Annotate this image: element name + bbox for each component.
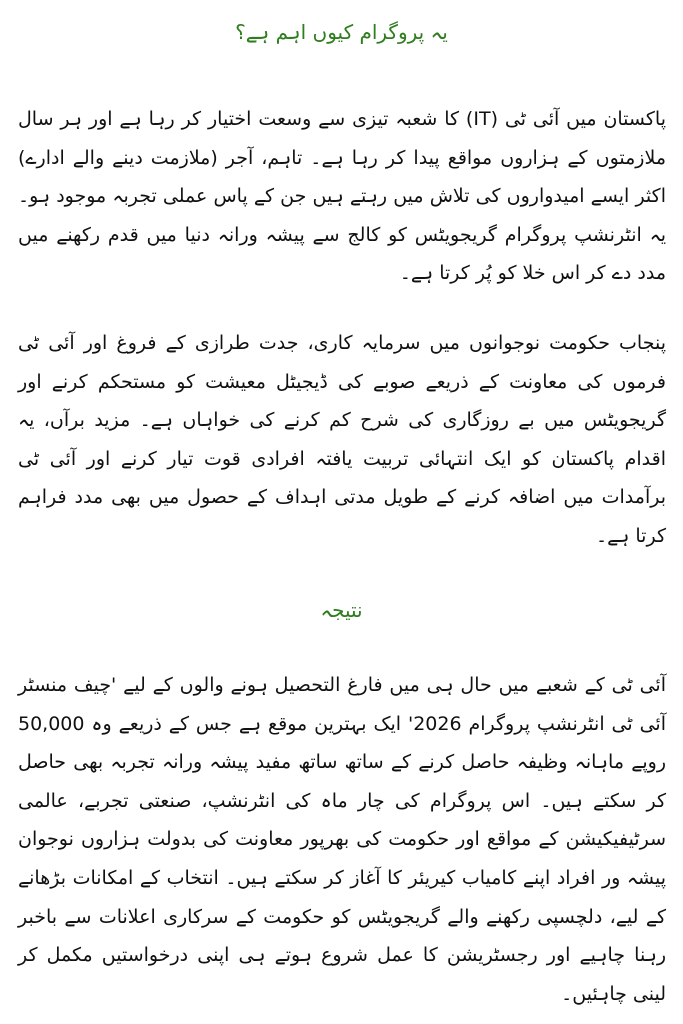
paragraph-conclusion: آئی ٹی کے شعبے میں حال ہی میں فارغ التحصیل ہونے والوں کے لیے 'چیف منسٹر آئی ٹی انٹرنشپ پروگرام 2026' ایک بہترین موقع ہے جس کے ذریعے وہ 50,000 روپے ماہانہ وظیفہ حاصل کرنے کے ساتھ ساتھ مفید پیشہ ورانہ تجربہ بھی حاصل کر سکتے ہیں۔ اس پروگرام کی چار ماہ کی انٹرنشپ، صنعتی تجربے، عالمی سرٹیفیکیشن کے مواقع اور حکومت کی بھرپور معاونت کی بدولت ہزاروں نوجوان پیشہ ور افراد اپنے کامیاب کیریئر کا آغاز کر سکتے ہیں۔ انتخاب کے امکانات بڑھانے کے لیے، دلچسپی رکھنے والے گریجویٹس کو حکومت کے سرکاری اعلانات سے باخبر رہنا چاہیے اور رجسٹریشن کا عمل شروع ہوتے ہی اپنی درخواستیں مکمل کر لینی چاہئیں۔ xyxy=(18,674,666,1005)
paragraph-punjab-government: پنجاب حکومت نوجوانوں میں سرمایہ کاری، جدت طرازی کے فروغ اور آئی ٹی فرموں کی معاونت کے ذریعے صوبے کی ڈیجیٹل معیشت کو مستحکم کرنے اور گریجویٹس میں بے روزگاری کی شرح کم کرنے کی خواہاں ہے۔ مزید برآں، یہ اقدام پاکستان کو ایک انتہائی تربیت یافتہ افرادی قوت تیار کرنے اور آئی ٹی برآمدات میں اضافہ کرنے کے طویل مدتی اہداف کے حصول میں بھی مدد فراہم کرتا ہے۔ xyxy=(18,332,666,547)
paragraph-it-sector: پاکستان میں آئی ٹی (IT) کا شعبہ تیزی سے وسعت اختیار کر رہا ہے اور ہر سال ملازمتوں کے ہزاروں مواقع پیدا کر رہا ہے۔ تاہم، آجر (ملازمت دینے والے ادارے) اکثر ایسے امیدواروں کی تلاش میں رہتے ہیں جن کے پاس عملی تجربہ موجود ہو۔ یہ انٹرنشپ پروگرام گریجویٹس کو کالج سے پیشہ ورانہ دنیا میں قدم رکھنے میں مدد دے کر اس خلا کو پُر کرتا ہے۔ xyxy=(18,108,666,285)
section-heading-importance: یہ پروگرام کیوں اہم ہے؟ xyxy=(235,20,448,44)
section-heading-conclusion: نتیجہ xyxy=(320,598,363,622)
